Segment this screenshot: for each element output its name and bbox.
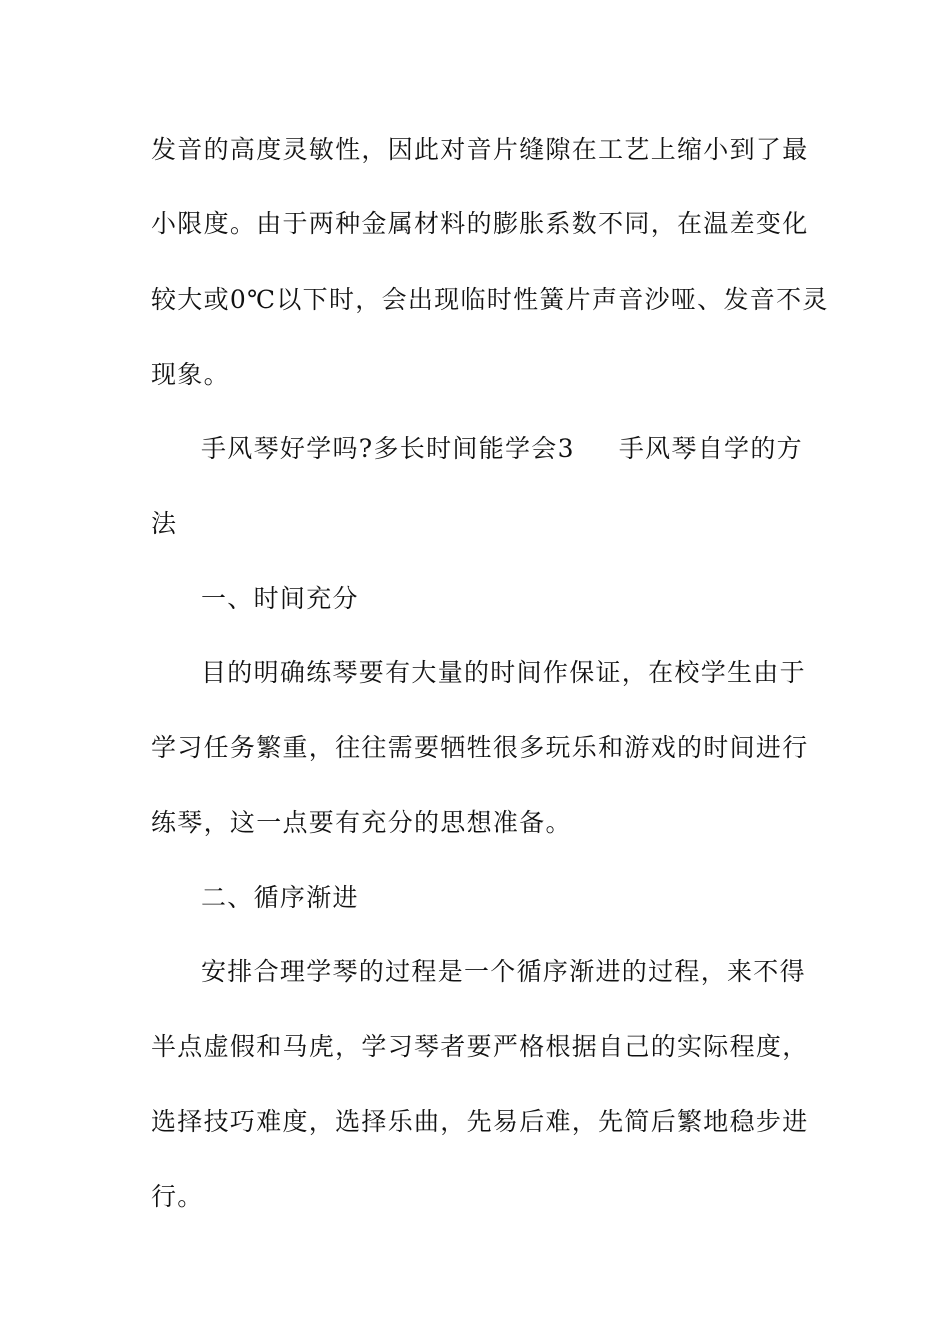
paragraph-line: 安排合理学琴的过程是一个循序渐进的过程，来不得 [201, 957, 806, 986]
paragraph-line: 半点虚假和马虎，学习琴者要严格根据自己的实际程度， [151, 1032, 809, 1061]
section-title-part2: 手风琴自学的方 [618, 434, 803, 463]
text-line: 发音的高度灵敏性，因此对音片缝隙在工艺上缩小到了最 [151, 135, 809, 164]
paragraph-line: 行。 [151, 1182, 204, 1211]
paragraph-line: 选择技巧难度，选择乐曲，先易后难，先简后繁地稳步进 [151, 1107, 809, 1136]
paragraph-line: 目的明确练琴要有大量的时间作保证，在校学生由于 [201, 658, 806, 687]
paragraph-line: 练琴，这一点要有充分的思想准备。 [151, 808, 572, 837]
section-title-continuation: 法 [151, 509, 178, 538]
heading-time: 一、时间充分 [201, 584, 359, 613]
section-title-part1: 手风琴好学吗?多长时间能学会3 [201, 434, 575, 463]
text-line: 较大或0℃以下时，会出现临时性簧片声音沙哑、发音不灵 [151, 285, 829, 314]
heading-gradual: 二、循序渐进 [201, 883, 359, 912]
text-line: 小限度。由于两种金属材料的膨胀系数不同，在温差变化 [151, 209, 809, 238]
paragraph-line: 学习任务繁重，往往需要牺牲很多玩乐和游戏的时间进行 [151, 733, 809, 762]
section-title [201, 432, 803, 466]
text-line: 现象。 [151, 360, 230, 389]
